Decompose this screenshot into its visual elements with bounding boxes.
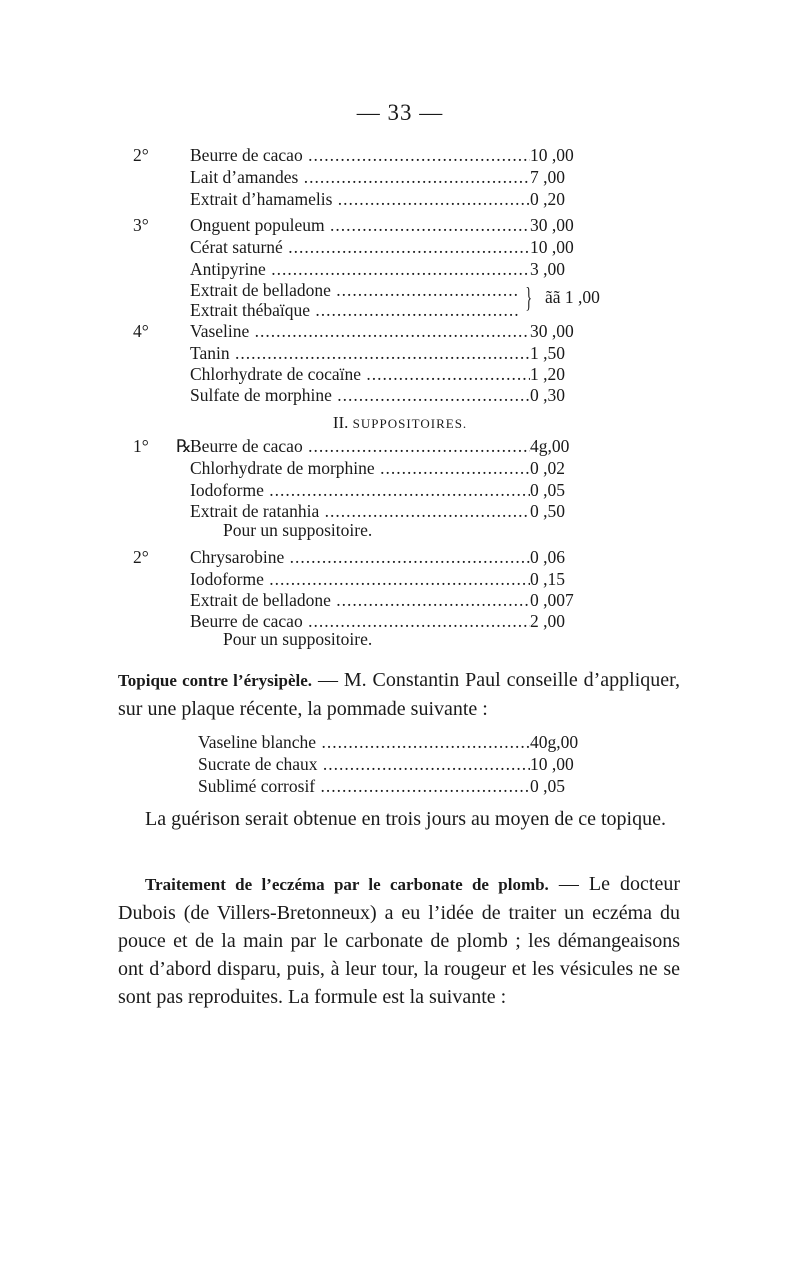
ingredient-quantity: 0 ,50	[530, 500, 600, 522]
ingredient-name: Sucrate de chaux .....	[198, 753, 530, 775]
recipe-row	[0, 775, 800, 797]
ingredient-quantity: 10 ,00	[530, 144, 600, 166]
ingredient-quantity: 0 ,05	[530, 479, 600, 501]
recipe-caption: Pour un suppositoire.	[223, 520, 373, 540]
recipe-row	[0, 299, 800, 321]
ingredient-name: Tanin .....	[190, 342, 530, 364]
ingredient-name: Vaseline blanche .....	[198, 731, 530, 753]
ingredient-quantity: 30 ,00	[530, 320, 600, 342]
recipe-number: 4°	[133, 321, 149, 341]
section-title	[0, 412, 800, 435]
ingredient-name: Iodoforme .....	[190, 479, 530, 501]
recipe-row	[0, 384, 800, 406]
paragraph-text: — Le docteur Dubois (de Villers-Bretonneux) a eu l’idée de traiter un eczéma du pouce et de la main par le carbonate de plomb ; les démangeaisons ont d’abord disparu, puis, à leur tour, la rougeur et les vésicules ne se sont pas reproduites. La formule est la suivante :	[118, 873, 680, 1008]
ingredient-quantity: 7 ,00	[530, 166, 600, 188]
recipe-number: 1°	[133, 436, 149, 456]
ingredient-name: Onguent populeum .....	[190, 214, 530, 236]
recipe-number: 2°	[133, 145, 149, 165]
ingredient-name: Vaseline .....	[190, 320, 530, 342]
ingredient-name: Sulfate de morphine .....	[190, 384, 530, 406]
brace-symbol: }	[525, 283, 533, 314]
recipe-row	[0, 753, 800, 775]
ingredient-name: Chlorhydrate de morphine .....	[190, 457, 530, 479]
ingredient-name: Extrait de belladone .....	[190, 279, 518, 301]
ingredient-quantity: 0 ,06	[530, 546, 600, 568]
ingredient-name: Extrait de ratanhia .....	[190, 500, 530, 522]
ingredient-name: Beurre de cacao .....	[190, 610, 530, 632]
paragraph	[118, 870, 680, 1011]
ingredient-name: Beurre de cacao .....	[190, 144, 530, 166]
ingredient-quantity: 4g,00	[530, 435, 600, 457]
paragraph-text: La guérison serait obtenue en trois jours au moyen de ce topique.	[145, 808, 666, 830]
ingredient-name: Extrait de belladone .....	[190, 589, 530, 611]
ingredient-quantity: 10 ,00	[530, 236, 600, 258]
page-number: — 33 —	[356, 100, 444, 125]
ingredient-name: Lait d’amandes .....	[190, 166, 530, 188]
recipe-number: 3°	[133, 215, 149, 235]
recipe-row	[0, 479, 800, 501]
ingredient-quantity: 0 ,007	[530, 589, 600, 611]
recipe-row	[0, 236, 800, 258]
paragraph-text: — M. Constantin Paul conseille d’appliquer, sur une plaque récente, la pommade suivante :	[118, 669, 680, 720]
recipe-row	[0, 363, 800, 385]
recipe-row	[0, 166, 800, 188]
ingredient-quantity: 0 ,05	[530, 775, 600, 797]
ingredient-quantity: ãã 1 ,00	[545, 287, 600, 307]
recipe-row	[0, 258, 800, 280]
ingredient-name: Chlorhydrate de cocaïne .....	[190, 363, 530, 385]
ingredient-quantity: 1 ,50	[530, 342, 600, 364]
ingredient-name: Extrait d’hamamelis .....	[190, 188, 530, 210]
ingredient-name: Extrait thébaïque .....	[190, 299, 518, 321]
recipe-row	[0, 144, 800, 166]
recipe-row	[0, 342, 800, 364]
paragraph	[118, 805, 680, 833]
recipe-row	[0, 568, 800, 590]
ingredient-quantity: 3 ,00	[530, 258, 600, 280]
section-label: SUPPOSITOIRES.	[352, 416, 468, 431]
recipe-number: 2°	[133, 547, 149, 567]
ingredient-name: Iodoforme .....	[190, 568, 530, 590]
ingredient-quantity: 0 ,02	[530, 457, 600, 479]
prescription-symbol: ℞	[176, 436, 192, 456]
recipe-caption: Pour un suppositoire.	[223, 629, 373, 649]
recipe-row	[0, 435, 800, 457]
recipe-row	[0, 457, 800, 479]
recipe-row	[0, 589, 800, 611]
ingredient-quantity: 10 ,00	[530, 753, 600, 775]
ingredient-quantity: 1 ,20	[530, 363, 600, 385]
ingredient-name: Sublimé corrosif .....	[198, 775, 530, 797]
recipe-row	[0, 610, 800, 632]
recipe-row	[0, 214, 800, 236]
paragraph-heading: Topique contre l’érysipèle.	[118, 671, 313, 690]
ingredient-quantity: 0 ,20	[530, 188, 600, 210]
recipe-row	[0, 731, 800, 753]
recipe-row	[0, 188, 800, 210]
ingredient-quantity: 2 ,00	[530, 610, 600, 632]
recipe-row	[0, 320, 800, 342]
ingredient-quantity: 0 ,30	[530, 384, 600, 406]
paragraph	[118, 666, 680, 723]
ingredient-quantity: 30 ,00	[530, 214, 600, 236]
ingredient-quantity: 40g,00	[530, 731, 600, 753]
recipe-row	[0, 279, 800, 301]
recipe-row	[0, 546, 800, 568]
recipe-row	[0, 500, 800, 522]
ingredient-name: Cérat saturné .....	[190, 236, 530, 258]
section-roman: II.	[332, 413, 349, 432]
ingredient-name: Chrysarobine .....	[190, 546, 530, 568]
paragraph-heading: Traitement de l’eczéma par le carbonate de plomb.	[145, 875, 549, 894]
ingredient-quantity: 0 ,15	[530, 568, 600, 590]
ingredient-name: Antipyrine .....	[190, 258, 530, 280]
ingredient-name: Beurre de cacao .....	[190, 435, 530, 457]
